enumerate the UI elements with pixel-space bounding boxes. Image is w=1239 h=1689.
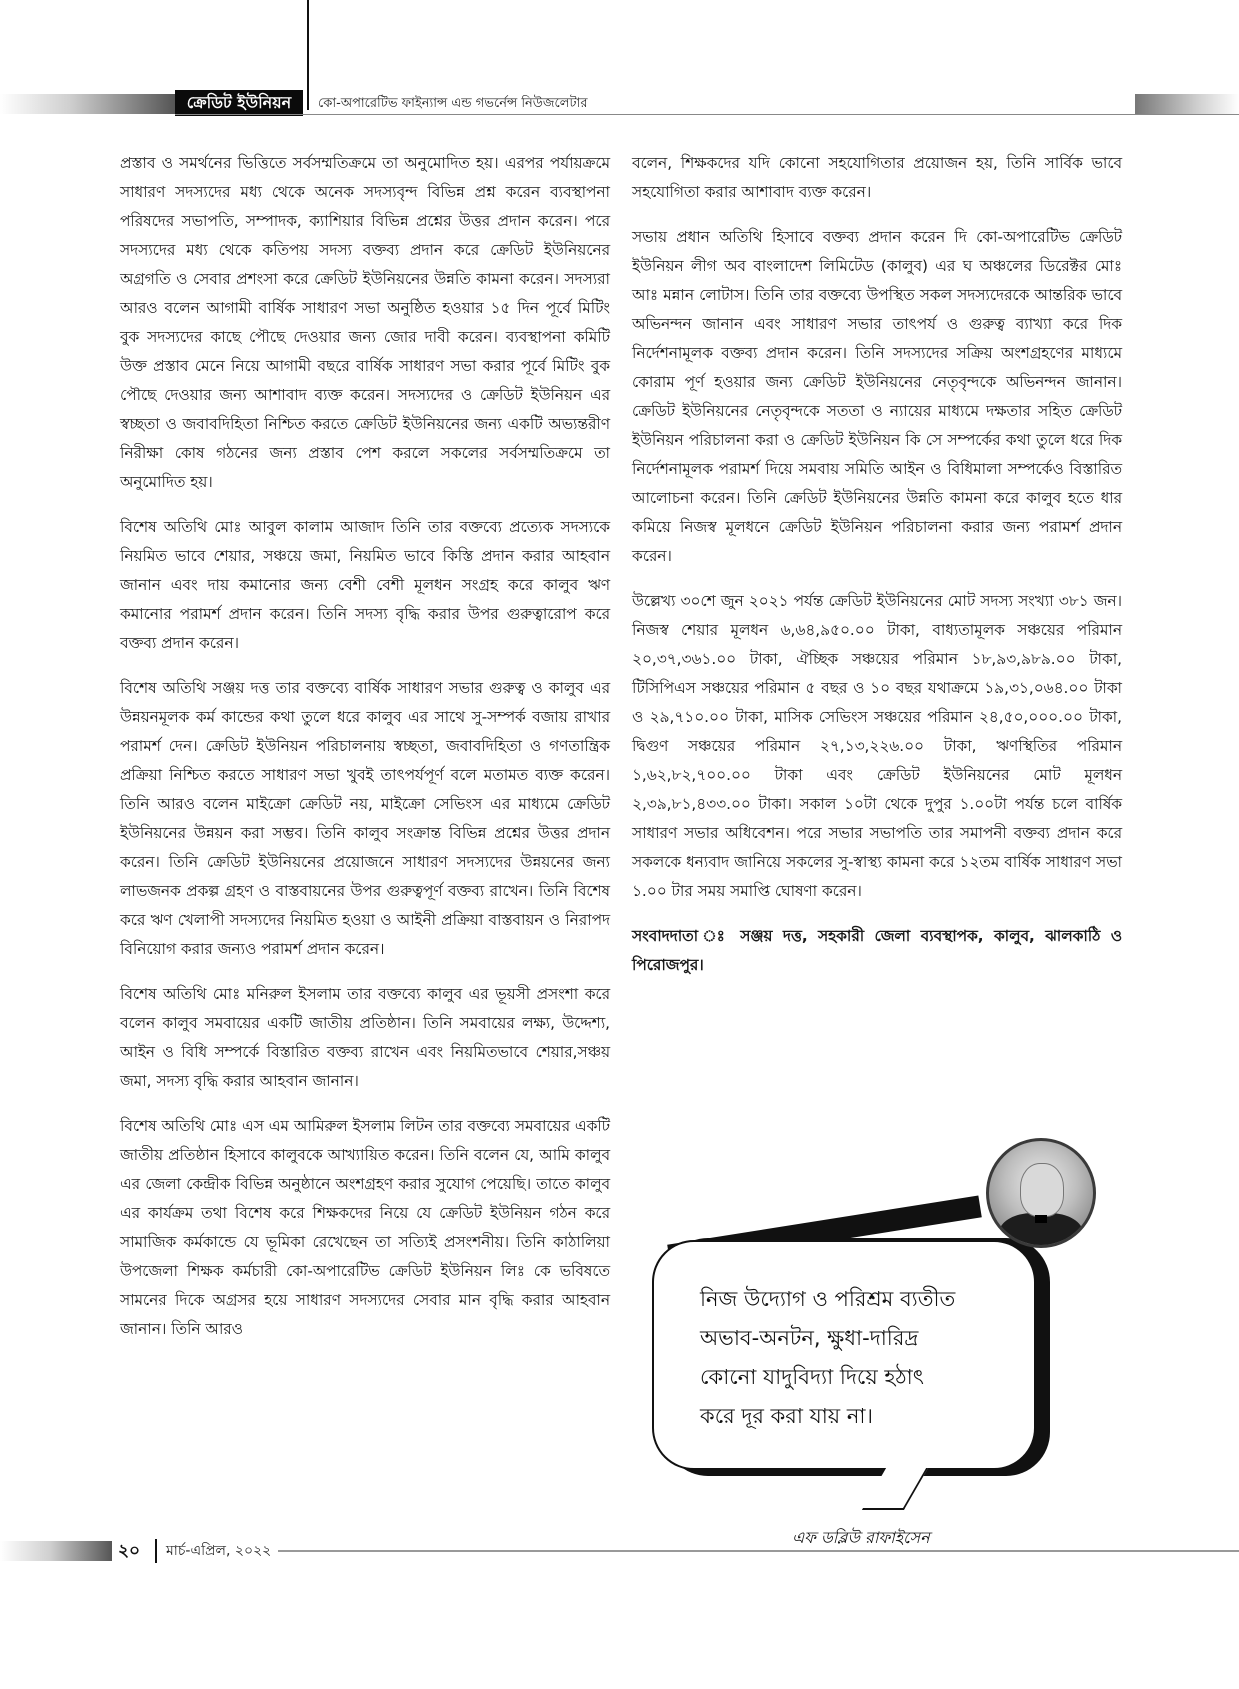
paragraph: সভায় প্রধান অতিথি হিসাবে বক্তব্য প্রদান করেন দি কো-অপারেটিভ ক্রেডিট ইউনিয়ন লীগ অব বাংলাদেশ লিমিটেড (কালুব) এর ঘ অঞ্চলের ডিরেক্টর মোঃ আঃ মন্নান লোটাস। তিনি তার বক্তব্যে উপস্থিত সকল সদস্যদেরকে আন্তরিক ভাবে অভিনন্দন জানান এবং সাধারণ সভার তাৎপর্য ও গুরুত্ব ব্যাখ্যা করে দিক নির্দেশনামূলক বক্তব্য প্রদান করেন। তিনি সদস্যদের সক্রিয় অংশগ্রহণের মাধ্যমে কোরাম পূর্ণ হওয়ার জন্য ক্রেডিট ইউনিয়নের নেতৃবৃন্দকে অভিনন্দন জানান। ক্রেডিট ইউনিয়নের নেতৃবৃন্দকে সততা ও ন্যায়ের মাধ্যমে দক্ষতার সহিত ক্রেডিট ইউনিয়ন পরিচালনা করা ও ক্রেডিট ইউনিয়ন কি সে সম্পর্কের কথা তুলে ধরে দিক নির্দেশনামূলক পরামর্শ দিয়ে সমবায় সমিতি আইন ও বিধিমালা সম্পর্কেও বিস্তারিত আলোচনা করেন। তিনি ক্রেডিট ইউনিয়নের উন্নতি কামনা করে কালুব হতে ধার কমিয়ে নিজস্ব মূলধনে ক্রেডিট ইউনিয়ন পরিচালনা করার জন্য পরামর্শ প্রদান করেন। — [632, 228, 1122, 565]
reporter-credit: সংবাদদাতা ঃ সঞ্জয় দত্ত, সহকারী জেলা ব্যবস্থাপক, কালুব, ঝালকাঠি ও পিরোজপুর। — [632, 927, 1122, 974]
left-column — [120, 149, 610, 1360]
paragraph: বিশেষ অতিথি মোঃ এস এম আমিরুল ইসলাম লিটন তার বক্তব্যে সমবায়ের একটি জাতীয় প্রতিষ্ঠান হিসাবে কালুবকে আখ্যায়িত করেন। তিনি বলেন যে, আমি কালুব এর জেলা কেন্দ্রীক বিভিন্ন অনুষ্ঠানে অংশগ্রহণ করার সুযোগ পেয়েছি। তাতে কালুব এর কার্যক্রম তথা বিশেষ করে শিক্ষকদের নিয়ে যে ক্রেডিট ইউনিয়ন গঠন করে সামাজিক কর্মকান্ডে যে ভূমিকা রেখেছেন তা সত্যিই প্রসংশনীয়। তিনি কাঠালিয়া উপজেলা শিক্ষক কর্মচারী কো-অপারেটিভ ক্রেডিট ইউনিয়ন লিঃ কে ভবিষতে সামনের দিকে অগ্রসর হয়ে সাধারণ সদস্যদের সেবার মান বৃদ্ধি করার আহবান জানান। তিনি আরও — [120, 1117, 610, 1338]
header-gradient-right — [1135, 94, 1239, 114]
paragraph: বিশেষ অতিথি সঞ্জয় দত্ত তার বক্তব্যে বার্ষিক সাধারণ সভার গুরুত্ব ও কালুব এর উন্নয়নমূলক কর্ম কান্ডের কথা তুলে ধরে কালুব এর সাথে সু-সম্পর্ক বজায় রাখার পরামর্শ দেন। ক্রেডিট ইউনিয়ন পরিচালনায় স্বচ্ছতা, জবাবদিহিতা ও গণতান্ত্রিক প্রক্রিয়া নিশ্চিত করতে সাধারণ সভা খুবই তাৎপর্যপূর্ণ বলে মতামত ব্যক্ত করেন। তিনি আরও বলেন মাইক্রো ক্রেডিট নয়, মাইক্রো সেভিংস এর মাধ্যমে ক্রেডিট ইউনিয়নের উন্নয়ন করা সম্ভব। তিনি কালুব সংক্রান্ত বিভিন্ন প্রশ্নের উত্তর প্রদান করেন। তিনি ক্রেডিট ইউনিয়নের প্রয়োজনে সাধারণ সদস্যদের উন্নয়নের জন্য লাভজনক প্রকল্প গ্রহণ ও বাস্তবায়নের উপর গুরুত্বপূর্ণ বক্তব্য রাখেন। তিনি বিশেষ করে ঋণ খেলাপী সদস্যদের নিয়মিত হওয়া ও আইনী প্রক্রিয়া বাস্তবায়ন ও নিরাপদ বিনিয়োগ করার জন্যও পরামর্শ প্রদান করেন। — [120, 679, 610, 958]
paragraph: বিশেষ অতিথি মোঃ আবুল কালাম আজাদ তিনি তার বক্তব্যে প্রত্যেক সদস্যকে নিয়মিত ভাবে শেয়ার, সঞ্চয়ে জমা, নিয়মিত ভাবে কিস্তি প্রদান করার আহবান জানান এবং দায় কমানোর জন্য বেশী বেশী মূলধন সংগ্রহ করে কালুব ঋণ কমানোর পরামর্শ প্রদান করেন। তিনি সদস্য বৃদ্ধি করার উপর গুরুত্বারোপ করে বক্তব্য প্রদান করেন। — [120, 518, 610, 652]
raiffeisen-portrait — [986, 1138, 1096, 1248]
paragraph: প্রস্তাব ও সমর্থনের ভিত্তিতে সর্বসম্মতিক্রমে তা অনুমোদিত হয়। এরপর পর্যায়ক্রমে সাধারণ সদস্যদের মধ্য থেকে অনেক সদস্যবৃন্দ বিভিন্ন প্রশ্ন করেন ব্যবস্থাপনা পরিষদের সভাপতি, সম্পাদক, ক্যাশিয়ার বিভিন্ন প্রশ্নের উত্তর প্রদান করেন। পরে সদস্যদের মধ্য থেকে কতিপয় সদস্য বক্তব্য প্রদান করে ক্রেডিট ইউনিয়নের অগ্রগতি ও সেবার প্রশংসা করে ক্রেডিট ইউনিয়নের উন্নতি কামনা করেন। সদস্যরা আরও বলেন আগামী বার্ষিক সাধারণ সভা অনুষ্ঠিত হওয়ার ১৫ দিন পূর্বে মিটিং বুক সদস্যদের কাছে পৌছে দেওয়ার জন্য জোর দাবী করেন। ব্যবস্থাপনা কমিটি উক্ত প্রস্তাব মেনে নিয়ে আগামী বছরে বার্ষিক সাধারণ সভা করার পূর্বে মিটিং বুক পৌছে দেওয়ার জন্য আশাবাদ ব্যক্ত করেন। সদস্যদের ও ক্রেডিট ইউনিয়ন এর স্বচ্ছতা ও জবাবদিহিতা নিশ্চিত করতে ক্রেডিট ইউনিয়নের জন্য একটি অভ্যন্তরীণ নিরীক্ষা কোষ গঠনের জন্য প্রস্তাব পেশ করলে সকলের সর্বসম্মতিক্রমে তা অনুমোদিত হয়। — [120, 154, 610, 491]
footer-rule — [278, 1550, 1239, 1552]
quote-line: করে দূর করা যায় না। — [700, 1404, 873, 1428]
paragraph: বলেন, শিক্ষকদের যদি কোনো সহযোগিতার প্রয়োজন হয়, তিনি সার্বিক ভাবে সহযোগিতা করার আশাবাদ ব্যক্ত করেন। — [632, 154, 1122, 201]
right-column — [632, 149, 1122, 996]
portrait-face — [1020, 1163, 1064, 1217]
quote-author: এফ ডব্লিউ রাফাইসেন — [792, 1528, 930, 1547]
paragraph: উল্লেখ্য ৩০শে জুন ২০২১ পর্যন্ত ক্রেডিট ইউনিয়নের মোট সদস্য সংখ্যা ৩৮১ জন। নিজস্ব শেয়ার মূলধন ৬,৬৪,৯৫০.০০ টাকা, বাধ্যতামূলক সঞ্চয়ের পরিমান ২০,৩৭,৩৬১.০০ টাকা, ঐচ্ছিক সঞ্চয়ের পরিমান ১৮,৯৩,৯৮৯.০০ টাকা, টিসিপিএস সঞ্চয়ের পরিমান ৫ বছর ও ১০ বছর যথাক্রমে ১৯,৩১,০৬৪.০০ টাকা ও ২৯,৭১০.০০ টাকা, মাসিক সেভিংস সঞ্চয়ের পরিমান ২৪,৫০,০০০.০০ টাকা, দ্বিগুণ সঞ্চয়ের পরিমান ২৭,১৩,২২৬.০০ টাকা, ঋণস্থিতির পরিমান ১,৬২,৮২,৭০০.০০ টাকা এবং ক্রেডিট ইউনিয়নের মোট মূলধন ২,৩৯,৮১,৪৩৩.০০ টাকা। সকাল ১০টা থেকে দুপুর ১.০০টা পর্যন্ত চলে বার্ষিক সাধারণ সভার অধিবেশন। পরে সভার সভাপতি তার সমাপনী বক্তব্য প্রদান করে সকলকে ধন্যবাদ জানিয়ে সকলের সু-স্বাস্থ্য কামনা করে ১২তম বার্ষিক সাধারণ সভা ১.০০ টার সময় সমাপ্তি ঘোষণা করেন। — [632, 592, 1122, 900]
quote-line: কোনো যাদুবিদ্যা দিয়ে হঠাৎ — [700, 1365, 924, 1389]
newsletter-logo: ক্রেডিট ইউনিয়ন — [175, 90, 303, 116]
issue-date: মার্চ-এপ্রিল, ২০২২ — [166, 1543, 272, 1559]
portrait-bowtie — [1035, 1215, 1047, 1223]
page-number: ২০ — [118, 1541, 141, 1561]
paragraph: বিশেষ অতিথি মোঃ মনিরুল ইসলাম তার বক্তব্যে কালুব এর ভূয়সী প্রসংশা করে বলেন কালুব সমবায়ের একটি জাতীয় প্রতিষ্ঠান। তিনি সমবায়ের লক্ষ্য, উদ্দেশ্য, আইন ও বিধি সম্পর্কে বিস্তারিত বক্তব্য রাখেন এবং নিয়মিতভাবে শেয়ার,সঞ্চয় জমা, সদস্য বৃদ্ধি করার আহবান জানান। — [120, 985, 610, 1090]
quote-bubble — [652, 1240, 1036, 1470]
header-gradient-left — [0, 94, 175, 114]
footer-divider — [155, 1539, 157, 1563]
header-bar — [0, 94, 1239, 114]
quote-line: অভাব-অনটন, ক্ষুধা-দারিদ্র — [700, 1326, 919, 1350]
header-underline — [175, 114, 1239, 115]
quote-line: নিজ উদ্যোগ ও পরিশ্রম ব্যতীত — [700, 1287, 956, 1311]
newsletter-title: কো-অপারেটিভ ফাইন্যান্স এন্ড গভর্নেন্স নিউজলেটার — [318, 96, 588, 111]
footer-gradient — [0, 1541, 112, 1561]
